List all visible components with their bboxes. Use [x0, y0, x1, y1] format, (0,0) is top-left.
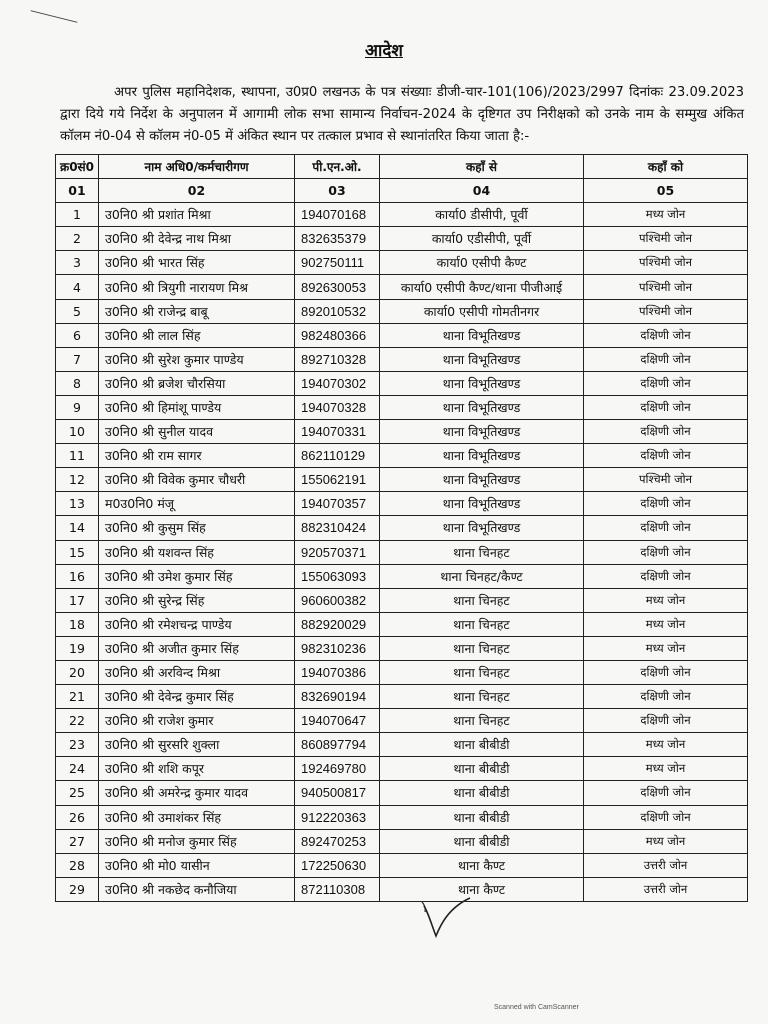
row-serial: 4	[56, 275, 99, 299]
scanner-note: Scanned with CamScanner	[494, 1004, 579, 1011]
row-pno: 892470253	[295, 829, 380, 853]
row-serial: 27	[56, 829, 99, 853]
pen-stroke-mark	[31, 10, 78, 23]
table-row	[56, 420, 748, 444]
row-serial: 13	[56, 492, 99, 516]
row-pno: 860897794	[295, 733, 380, 757]
row-serial: 29	[56, 877, 99, 901]
row-to: पश्चिमी जोन	[584, 251, 748, 275]
row-pno: 832690194	[295, 685, 380, 709]
order-paragraph: अपर पुलिस महानिदेशक, स्थापना, उ0प्र0 लखनऊ के पत्र संख्याः डीजी-चार-101(106)/2023/2997 दिनांकः 23.09.2023 द्वारा दिये गये निर्देश के अनुपालन में आगामी लोक सभा सामान्य निर्वाचन-2024 के दृष्टिगत उप निरीक्षको को उनके नाम के सम्मुख अंकित कॉलम नं0-04 से कॉलम नं0-05 में अंकित स्थान पर तत्काल प्रभाव से स्थानांतरित किया जाता है:-	[60, 85, 744, 144]
row-to: दक्षिणी जोन	[584, 564, 748, 588]
row-name: उ0नि0 श्री ब्रजेश चौरसिया	[99, 371, 295, 395]
row-from: थाना विभूतिखण्ड	[380, 323, 584, 347]
header-pno: पी.एन.ओ.	[295, 155, 380, 179]
table-row	[56, 492, 748, 516]
row-from: थाना बीबीडी	[380, 829, 584, 853]
row-name: उ0नि0 श्री शशि कपूर	[99, 757, 295, 781]
row-to: मध्य जोन	[584, 612, 748, 636]
row-serial: 20	[56, 660, 99, 684]
row-to: दक्षिणी जोन	[584, 516, 748, 540]
row-from: थाना विभूतिखण्ड	[380, 516, 584, 540]
row-serial: 17	[56, 588, 99, 612]
row-name: उ0नि0 श्री उमेश कुमार सिंह	[99, 564, 295, 588]
row-pno: 194070328	[295, 395, 380, 419]
row-pno: 194070386	[295, 660, 380, 684]
row-from: थाना चिनहट	[380, 685, 584, 709]
table-row	[56, 251, 748, 275]
row-from: थाना कैण्ट	[380, 877, 584, 901]
table-head	[56, 155, 748, 203]
row-pno: 192469780	[295, 757, 380, 781]
row-from: थाना चिनहट	[380, 612, 584, 636]
row-from: थाना चिनहट	[380, 660, 584, 684]
row-from: थाना विभूतिखण्ड	[380, 468, 584, 492]
row-name: उ0नि0 श्री त्रियुगी नारायण मिश्र	[99, 275, 295, 299]
table-column-number-row	[56, 179, 748, 203]
col-number: 03	[295, 179, 380, 203]
row-pno: 892710328	[295, 347, 380, 371]
row-name: उ0नि0 श्री प्रशांत मिश्रा	[99, 203, 295, 227]
row-name: उ0नि0 श्री सुरेश कुमार पाण्डेय	[99, 347, 295, 371]
row-pno: 902750111	[295, 251, 380, 275]
row-pno: 194070331	[295, 420, 380, 444]
row-serial: 25	[56, 781, 99, 805]
row-serial: 28	[56, 853, 99, 877]
table-row	[56, 564, 748, 588]
row-from: थाना चिनहट	[380, 636, 584, 660]
row-pno: 155063093	[295, 564, 380, 588]
table-row	[56, 877, 748, 901]
row-name: उ0नि0 श्री अजीत कुमार सिंह	[99, 636, 295, 660]
row-serial: 15	[56, 540, 99, 564]
row-serial: 2	[56, 227, 99, 251]
row-to: पश्चिमी जोन	[584, 227, 748, 251]
row-to: दक्षिणी जोन	[584, 781, 748, 805]
table-row	[56, 660, 748, 684]
row-serial: 26	[56, 805, 99, 829]
row-name: उ0नि0 श्री लाल सिंह	[99, 323, 295, 347]
row-from: थाना चिनहट/कैण्ट	[380, 564, 584, 588]
table-row	[56, 299, 748, 323]
row-serial: 3	[56, 251, 99, 275]
header-serial: क्र0सं0	[56, 155, 99, 179]
row-serial: 12	[56, 468, 99, 492]
row-to: दक्षिणी जोन	[584, 347, 748, 371]
table-row	[56, 636, 748, 660]
row-serial: 22	[56, 709, 99, 733]
table-row	[56, 203, 748, 227]
table-row	[56, 371, 748, 395]
row-name: उ0नि0 श्री अरविन्द मिश्रा	[99, 660, 295, 684]
row-serial: 10	[56, 420, 99, 444]
row-to: दक्षिणी जोन	[584, 540, 748, 564]
row-pno: 892010532	[295, 299, 380, 323]
row-serial: 21	[56, 685, 99, 709]
row-from: थाना विभूतिखण्ड	[380, 444, 584, 468]
row-name: उ0नि0 श्री कुसुम सिंह	[99, 516, 295, 540]
row-from: थाना बीबीडी	[380, 805, 584, 829]
row-to: पश्चिमी जोन	[584, 275, 748, 299]
row-from: कार्या0 एसीपी कैण्ट/थाना पीजीआई	[380, 275, 584, 299]
header-name: नाम अधि0/कर्मचारीगण	[99, 155, 295, 179]
row-to: दक्षिणी जोन	[584, 371, 748, 395]
table-header-row	[56, 155, 748, 179]
row-serial: 8	[56, 371, 99, 395]
table-row	[56, 781, 748, 805]
row-pno: 960600382	[295, 588, 380, 612]
row-pno: 912220363	[295, 805, 380, 829]
row-name: उ0नि0 श्री भारत सिंह	[99, 251, 295, 275]
row-from: थाना बीबीडी	[380, 757, 584, 781]
row-to: दक्षिणी जोन	[584, 709, 748, 733]
row-to: दक्षिणी जोन	[584, 805, 748, 829]
row-pno: 872110308	[295, 877, 380, 901]
row-pno: 940500817	[295, 781, 380, 805]
row-to: पश्चिमी जोन	[584, 468, 748, 492]
row-to: मध्य जोन	[584, 757, 748, 781]
row-to: पश्चिमी जोन	[584, 299, 748, 323]
row-name: उ0नि0 श्री देवेन्द्र नाथ मिश्रा	[99, 227, 295, 251]
row-pno: 194070357	[295, 492, 380, 516]
col-number: 04	[380, 179, 584, 203]
row-name: उ0नि0 श्री सुरेन्द्र सिंह	[99, 588, 295, 612]
row-from: थाना विभूतिखण्ड	[380, 420, 584, 444]
row-serial: 5	[56, 299, 99, 323]
transfer-table	[55, 154, 748, 902]
row-pno: 982480366	[295, 323, 380, 347]
row-to: दक्षिणी जोन	[584, 323, 748, 347]
row-name: उ0नि0 श्री देवेन्द्र कुमार सिंह	[99, 685, 295, 709]
row-pno: 882920029	[295, 612, 380, 636]
row-pno: 172250630	[295, 853, 380, 877]
row-serial: 19	[56, 636, 99, 660]
page-title	[0, 38, 768, 61]
row-from: कार्या0 डीसीपी, पूर्वी	[380, 203, 584, 227]
row-from: कार्या0 एसीपी गोमतीनगर	[380, 299, 584, 323]
signature	[418, 896, 478, 942]
row-from: थाना विभूतिखण्ड	[380, 371, 584, 395]
header-to: कहाँ को	[584, 155, 748, 179]
row-pno: 194070647	[295, 709, 380, 733]
row-serial: 14	[56, 516, 99, 540]
row-from: थाना विभूतिखण्ड	[380, 492, 584, 516]
row-pno: 862110129	[295, 444, 380, 468]
table-row	[56, 612, 748, 636]
row-from: कार्या0 एसीपी कैण्ट	[380, 251, 584, 275]
row-name: उ0नि0 श्री सुरसरि शुक्ला	[99, 733, 295, 757]
row-to: दक्षिणी जोन	[584, 444, 748, 468]
row-to: मध्य जोन	[584, 588, 748, 612]
row-name: उ0नि0 श्री राजेन्द्र बाबू	[99, 299, 295, 323]
table-row	[56, 323, 748, 347]
row-serial: 11	[56, 444, 99, 468]
row-to: मध्य जोन	[584, 203, 748, 227]
header-from: कहाँ से	[380, 155, 584, 179]
table-row	[56, 516, 748, 540]
row-name: उ0नि0 श्री मो0 यासीन	[99, 853, 295, 877]
table-row	[56, 685, 748, 709]
row-name: उ0नि0 श्री अमरेन्द्र कुमार यादव	[99, 781, 295, 805]
row-to: मध्य जोन	[584, 636, 748, 660]
table-row	[56, 395, 748, 419]
table-row	[56, 275, 748, 299]
table-row	[56, 829, 748, 853]
table-row	[56, 853, 748, 877]
row-pno: 982310236	[295, 636, 380, 660]
table-row	[56, 444, 748, 468]
row-to: मध्य जोन	[584, 733, 748, 757]
row-from: थाना चिनहट	[380, 588, 584, 612]
row-from: थाना विभूतिखण्ड	[380, 347, 584, 371]
table-row	[56, 709, 748, 733]
row-to: दक्षिणी जोन	[584, 660, 748, 684]
row-from: थाना विभूतिखण्ड	[380, 395, 584, 419]
row-to: उत्तरी जोन	[584, 877, 748, 901]
row-name: उ0नि0 श्री उमाशंकर सिंह	[99, 805, 295, 829]
row-from: थाना चिनहट	[380, 540, 584, 564]
table-row	[56, 805, 748, 829]
row-pno: 155062191	[295, 468, 380, 492]
table-row	[56, 227, 748, 251]
table-row	[56, 588, 748, 612]
table-body	[56, 203, 748, 902]
row-name: उ0नि0 श्री यशवन्त सिंह	[99, 540, 295, 564]
row-serial: 18	[56, 612, 99, 636]
row-name: उ0नि0 श्री हिमांशू पाण्डेय	[99, 395, 295, 419]
row-name: उ0नि0 श्री मनोज कुमार सिंह	[99, 829, 295, 853]
row-from: थाना बीबीडी	[380, 733, 584, 757]
row-serial: 1	[56, 203, 99, 227]
row-name: उ0नि0 श्री राजेश कुमार	[99, 709, 295, 733]
row-pno: 832635379	[295, 227, 380, 251]
row-serial: 23	[56, 733, 99, 757]
table-row	[56, 757, 748, 781]
table-row	[56, 540, 748, 564]
row-to: दक्षिणी जोन	[584, 685, 748, 709]
row-name: उ0नि0 श्री विवेक कुमार चौधरी	[99, 468, 295, 492]
row-to: उत्तरी जोन	[584, 853, 748, 877]
page-title-text: आदेश	[365, 41, 403, 61]
table-row	[56, 733, 748, 757]
row-pno: 892630053	[295, 275, 380, 299]
row-name: उ0नि0 श्री राम सागर	[99, 444, 295, 468]
row-to: मध्य जोन	[584, 829, 748, 853]
col-number: 01	[56, 179, 99, 203]
row-serial: 16	[56, 564, 99, 588]
row-pno: 194070168	[295, 203, 380, 227]
row-to: दक्षिणी जोन	[584, 420, 748, 444]
row-name: उ0नि0 श्री नकछेद कनौजिया	[99, 877, 295, 901]
row-name: म0उ0नि0 मंजू	[99, 492, 295, 516]
row-pno: 920570371	[295, 540, 380, 564]
col-number: 05	[584, 179, 748, 203]
col-number: 02	[99, 179, 295, 203]
row-name: उ0नि0 श्री रमेशचन्द्र पाण्डेय	[99, 612, 295, 636]
row-serial: 9	[56, 395, 99, 419]
row-from: कार्या0 एडीसीपी, पूर्वी	[380, 227, 584, 251]
row-pno: 882310424	[295, 516, 380, 540]
row-serial: 7	[56, 347, 99, 371]
table-row	[56, 468, 748, 492]
row-from: थाना बीबीडी	[380, 781, 584, 805]
row-from: थाना कैण्ट	[380, 853, 584, 877]
row-to: दक्षिणी जोन	[584, 395, 748, 419]
row-to: दक्षिणी जोन	[584, 492, 748, 516]
row-serial: 6	[56, 323, 99, 347]
row-serial: 24	[56, 757, 99, 781]
row-pno: 194070302	[295, 371, 380, 395]
table-row	[56, 347, 748, 371]
row-from: थाना चिनहट	[380, 709, 584, 733]
row-name: उ0नि0 श्री सुनील यादव	[99, 420, 295, 444]
